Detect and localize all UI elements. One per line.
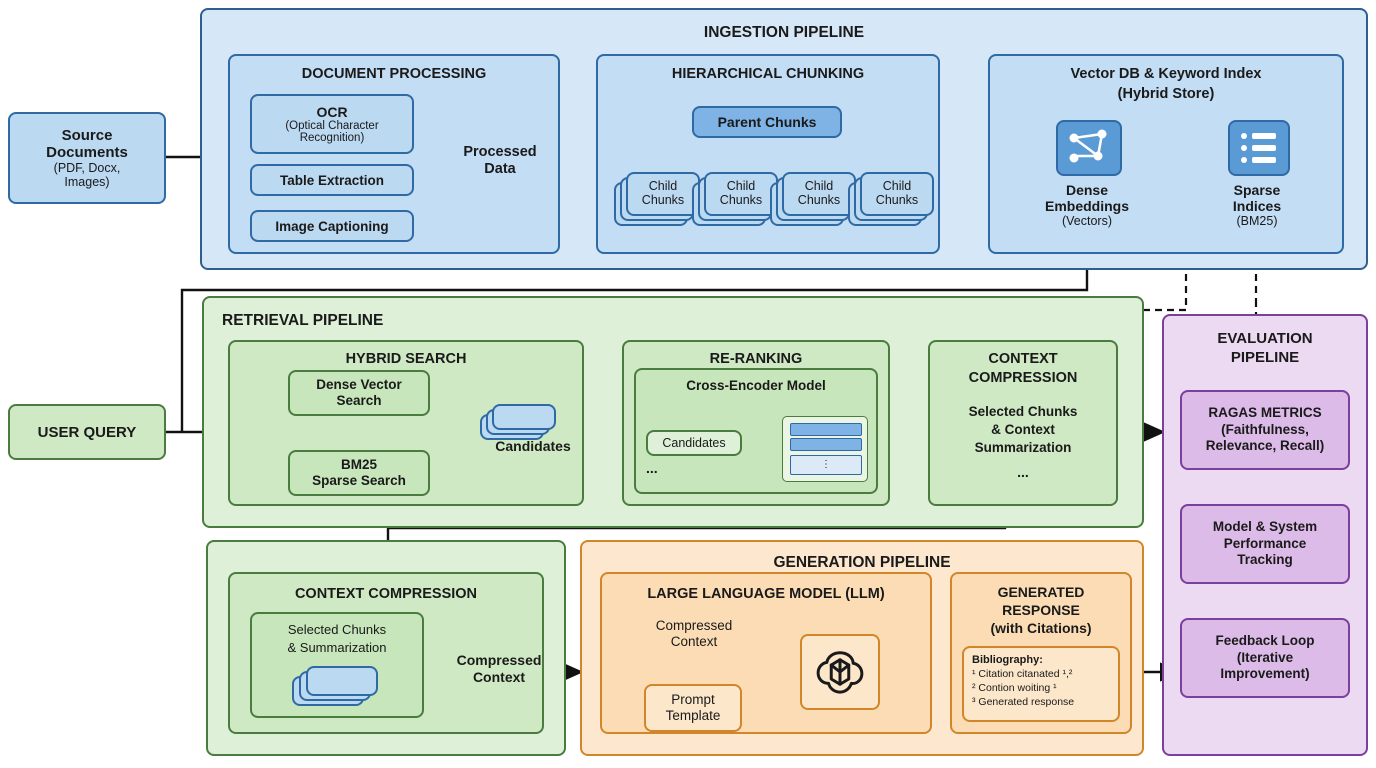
dense-embeddings-line-1: Dense (1065, 182, 1109, 198)
feedback-loop-box (1180, 618, 1350, 698)
bibliography-item-1: ¹ Citation citanated ¹,² (972, 668, 1073, 680)
reranking-candidates-box: Candidates (646, 430, 742, 456)
processed-data-line-1: Processed (463, 144, 537, 160)
selected-chunks-box (250, 612, 424, 718)
gen-response-title-1: GENERATED (997, 584, 1085, 600)
evaluation-title-2: PIPELINE (1230, 349, 1300, 366)
image-captioning-box: Image Captioning (250, 210, 414, 242)
parent-chunks-label: Parent Chunks (717, 114, 817, 130)
cc-top-body-1: Selected Chunks (968, 404, 1078, 419)
bibliography-item-3: ³ Generated response (972, 696, 1075, 708)
feedback-line-1: Feedback Loop (1215, 632, 1315, 648)
cc-top-body-3: Summarization (974, 440, 1072, 455)
source-documents-subtitle-2: Images) (64, 175, 110, 189)
document-processing-title: DOCUMENT PROCESSING (301, 66, 487, 82)
child-chunks-label-2b: Chunks (719, 193, 763, 207)
llm-compressed-context-label (636, 618, 752, 650)
hybrid-search-title: HYBRID SEARCH (345, 351, 467, 367)
sparse-indices-line-1: Sparse (1233, 182, 1281, 198)
dense-vector-search-box (288, 370, 430, 416)
performance-tracking-box (1180, 504, 1350, 584)
child-chunks-label-2a: Child (726, 179, 756, 194)
compressed-context-label (444, 652, 554, 686)
tracking-line-2: Performance (1223, 535, 1307, 551)
cc-top-body-2: & Context (991, 422, 1055, 437)
dense-vector-search-line-2: Search (336, 393, 382, 408)
list-index-icon (1228, 120, 1290, 176)
bm25-line-2: Sparse Search (312, 473, 406, 488)
evaluation-title-1: EVALUATION (1217, 330, 1313, 347)
ragas-line-2: (Faithfulness, (1221, 421, 1309, 437)
source-documents-title-2: Documents (46, 144, 128, 161)
dense-vector-search-line-1: Dense Vector (316, 377, 402, 393)
bm25-sparse-search-box (288, 450, 430, 496)
ocr-box (250, 94, 414, 154)
table-extraction-box: Table Extraction (250, 164, 414, 196)
llm-title: LARGE LANGUAGE MODEL (LLM) (647, 586, 885, 602)
cc-top-title-1: CONTEXT (988, 351, 1058, 367)
ragas-line-1: RAGAS METRICS (1208, 404, 1322, 420)
bibliography-item-2: ² Contion woiting ¹ (972, 682, 1057, 694)
user-query-box (8, 404, 166, 460)
cc-lower-title: CONTEXT COMPRESSION (294, 586, 478, 602)
source-documents-box (8, 112, 166, 204)
prompt-template-box (644, 684, 742, 732)
bm25-line-1: BM25 (340, 457, 377, 473)
selected-chunks-line-2: & Summarization (287, 640, 387, 655)
llm-cc-line-1: Compressed (655, 618, 733, 633)
ragas-metrics-box (1180, 390, 1350, 470)
bibliography-title: Bibliography: (972, 654, 1043, 666)
bibliography-box (962, 646, 1120, 722)
reranked-list-ellipsis: ⋮ (790, 455, 862, 475)
cross-encoder-title: Cross-Encoder Model (686, 378, 826, 393)
cc-top-ellipsis: ... (1017, 464, 1029, 480)
vector-db-title-1: Vector DB & Keyword Index (1070, 66, 1262, 82)
openai-logo-icon (800, 634, 880, 710)
ocr-sub-2: Recognition) (299, 132, 365, 144)
dense-embeddings-sub: (Vectors) (1061, 214, 1112, 229)
prompt-template-line-2: Template (665, 708, 721, 723)
dense-embeddings-label (1016, 182, 1158, 229)
parent-chunks-box (692, 106, 842, 138)
child-chunks-label-1a: Child (648, 179, 678, 194)
compressed-context-line-2: Context (472, 668, 526, 685)
feedback-line-2: (Iterative (1236, 649, 1294, 665)
reranking-title: RE-RANKING (709, 351, 803, 367)
hierarchical-chunking-title: HIERARCHICAL CHUNKING (671, 66, 865, 82)
tracking-line-3: Tracking (1237, 552, 1293, 568)
ocr-title: OCR (316, 104, 348, 120)
dense-embeddings-line-2: Embeddings (1044, 198, 1129, 215)
child-chunks-label-4b: Chunks (875, 193, 919, 207)
sparse-indices-sub: (BM25) (1236, 214, 1278, 229)
child-chunks-label-4a: Child (882, 179, 912, 194)
reranked-list (782, 416, 868, 482)
graph-nodes-icon (1056, 120, 1122, 176)
sparse-indices-label (1190, 182, 1324, 229)
gen-response-title-3: (with Citations) (990, 620, 1092, 636)
retrieval-pipeline-title: RETRIEVAL PIPELINE (222, 312, 384, 329)
vector-db-title-2: (Hybrid Store) (1117, 86, 1215, 102)
source-documents-subtitle-1: (PDF, Docx, (53, 161, 121, 175)
child-chunks-label-3a: Child (804, 179, 834, 194)
source-documents-title-1: Source (61, 127, 113, 144)
processed-data-line-2: Data (484, 160, 516, 177)
gen-response-title-2: RESPONSE (1002, 602, 1080, 618)
child-chunks-label-3b: Chunks (797, 193, 841, 207)
prompt-template-line-1: Prompt (671, 691, 715, 707)
ingestion-pipeline-title: INGESTION PIPELINE (703, 24, 865, 41)
sparse-indices-line-2: Indices (1232, 198, 1282, 215)
tracking-line-1: Model & System (1212, 518, 1318, 534)
feedback-line-3: Improvement) (1220, 666, 1310, 682)
reranking-ellipsis: ... (646, 460, 658, 476)
child-chunks-label-1b: Chunks (641, 193, 685, 207)
compressed-context-line-1: Compressed (456, 652, 542, 668)
user-query-label: USER QUERY (37, 423, 137, 441)
generation-pipeline-title: GENERATION PIPELINE (773, 554, 951, 571)
candidates-label: Candidates (495, 438, 571, 454)
selected-chunks-line-1: Selected Chunks (287, 622, 387, 637)
cc-top-title-2: COMPRESSION (968, 370, 1078, 386)
llm-cc-line-2: Context (670, 634, 718, 650)
processed-data-label (448, 144, 552, 177)
ocr-sub-1: (Optical Character (285, 120, 379, 132)
ragas-line-3: Relevance, Recall) (1205, 438, 1325, 454)
context-compression-top-group (928, 340, 1118, 506)
